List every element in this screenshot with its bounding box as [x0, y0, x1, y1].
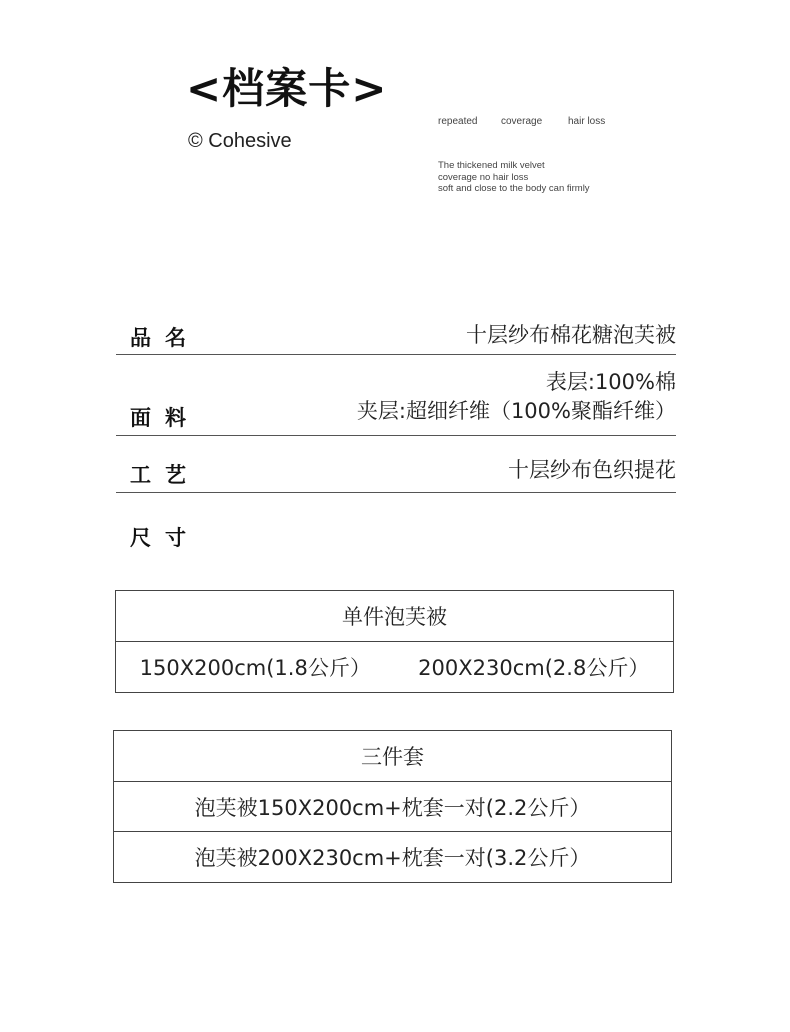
description-line: coverage no hair loss [438, 171, 529, 183]
fabric-filling: 夹层:超细纤维（100%聚酯纤维） [356, 399, 676, 423]
set-table-row: 泡芙被200X230cm+枕套一对(3.2公斤） [114, 832, 672, 883]
spec-label-fabric: 面料 [130, 406, 200, 430]
spec-row-name [116, 318, 676, 355]
feature-description [438, 160, 590, 195]
size-option: 200X230cm(2.8公斤） [418, 656, 650, 680]
page-title: <档案卡> [186, 64, 388, 113]
spec-value-name: 十层纱布棉花糖泡芙被 [466, 323, 676, 347]
spec-value-fabric [357, 368, 676, 426]
single-table-sizes [116, 642, 674, 693]
tag-repeated: repeated [438, 116, 478, 127]
brand-logo-text: © Cohesive [188, 130, 292, 152]
spec-label-craft: 工艺 [130, 463, 200, 487]
spec-row-craft [116, 452, 676, 493]
single-quilt-table [115, 590, 674, 693]
set-table-row: 泡芙被150X200cm+枕套一对(2.2公斤） [114, 782, 672, 832]
tag-coverage: coverage [501, 116, 543, 127]
description-line: soft and close to the body can firmly [438, 183, 590, 194]
three-piece-set-table [113, 730, 672, 883]
tag-hair-loss: hair loss [568, 116, 606, 127]
spec-value-craft: 十层纱布色织提花 [508, 458, 676, 482]
spec-row-fabric [116, 366, 676, 436]
description-line: The thickened milk velvet [438, 160, 545, 171]
single-table-title: 单件泡芙被 [342, 605, 447, 629]
size-option: 150X200cm(1.8公斤） [139, 656, 371, 680]
fabric-surface: 表层:100%棉 [545, 370, 676, 394]
set-table-title: 三件套 [361, 745, 424, 769]
spec-label-name: 品名 [130, 326, 200, 350]
spec-label-size: 尺寸 [130, 526, 200, 550]
